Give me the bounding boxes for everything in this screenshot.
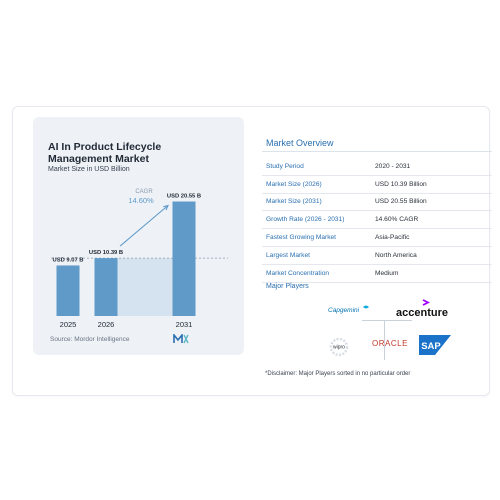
overview-divider [262,151,492,152]
disclaimer-note: *Disclaimer: Major Players sorted in no particular order [265,371,411,377]
cagr-value: 14.60% [128,196,154,205]
overview-row-growth-rate [262,211,492,229]
svg-text:Capgemini: Capgemini [328,307,360,314]
overview-row-study-period [262,158,492,176]
data-label-2025: USD 9.07 B [52,257,84,264]
market-overview-title: Market Overview [266,138,334,148]
x-tick-label-2026: 2026 [97,320,115,329]
bar-2026 [95,258,118,316]
chart-subtitle: Market Size in USD Billion [48,166,130,173]
overview-value: USD 10.39 Billion [375,180,427,188]
svg-text:wipro: wipro [333,344,345,351]
bar-2031 [173,202,196,316]
cagr-arrow-line [120,206,168,247]
overview-row-concentration [262,265,492,283]
x-tick-label-2025: 2025 [59,320,77,329]
overview-value: North America [375,251,417,259]
svg-text:accenture: accenture [396,307,448,319]
overview-label: Growth Rate (2026 - 2031) [266,216,345,224]
major-players-grid [322,296,454,358]
overview-value: Asia-Pacific [375,234,410,242]
bar-2025 [57,265,80,316]
cagr-label: CAGR [135,189,153,195]
svg-text:ORACLE: ORACLE [372,339,408,348]
source-note: Source: Mordor Intelligence [50,336,130,343]
mordor-intelligence-logo [173,334,189,344]
overview-value: USD 20.55 Billion [375,198,427,206]
overview-value: 2020 - 2031 [375,162,411,170]
sap-logo [418,334,452,356]
x-tick-label-2031: 2031 [175,320,193,329]
overview-value: 14.60% CAGR [375,216,419,224]
overview-label: Fastest Growing Market [266,234,336,242]
overview-row-market-size-2031 [262,194,492,212]
bar-chart [33,180,244,330]
svg-text:SAP: SAP [421,341,441,352]
overview-row-market-size-2026 [262,176,492,194]
players-divider [362,320,412,321]
chart-title: AI In Product Lifecycle Management Market [48,141,162,165]
major-players-title: Major Players [266,283,309,290]
overview-label: Largest Market [266,251,310,259]
data-label-2031: USD 20.55 B [166,193,202,200]
data-label-2026: USD 10.39 B [88,250,124,257]
capgemini-logo [326,302,374,316]
overview-row-largest-market [262,247,492,265]
overview-label: Market Size (2026) [266,180,322,188]
wipro-logo [324,336,354,358]
overview-label: Study Period [266,162,304,170]
market-overview-table [262,158,492,283]
overview-row-fastest-growing [262,229,492,247]
oracle-logo [368,336,412,350]
overview-label: Market Size (2031) [266,198,322,206]
accenture-logo [394,298,456,320]
overview-label: Market Concentration [266,269,330,277]
overview-value: Medium [375,269,399,277]
